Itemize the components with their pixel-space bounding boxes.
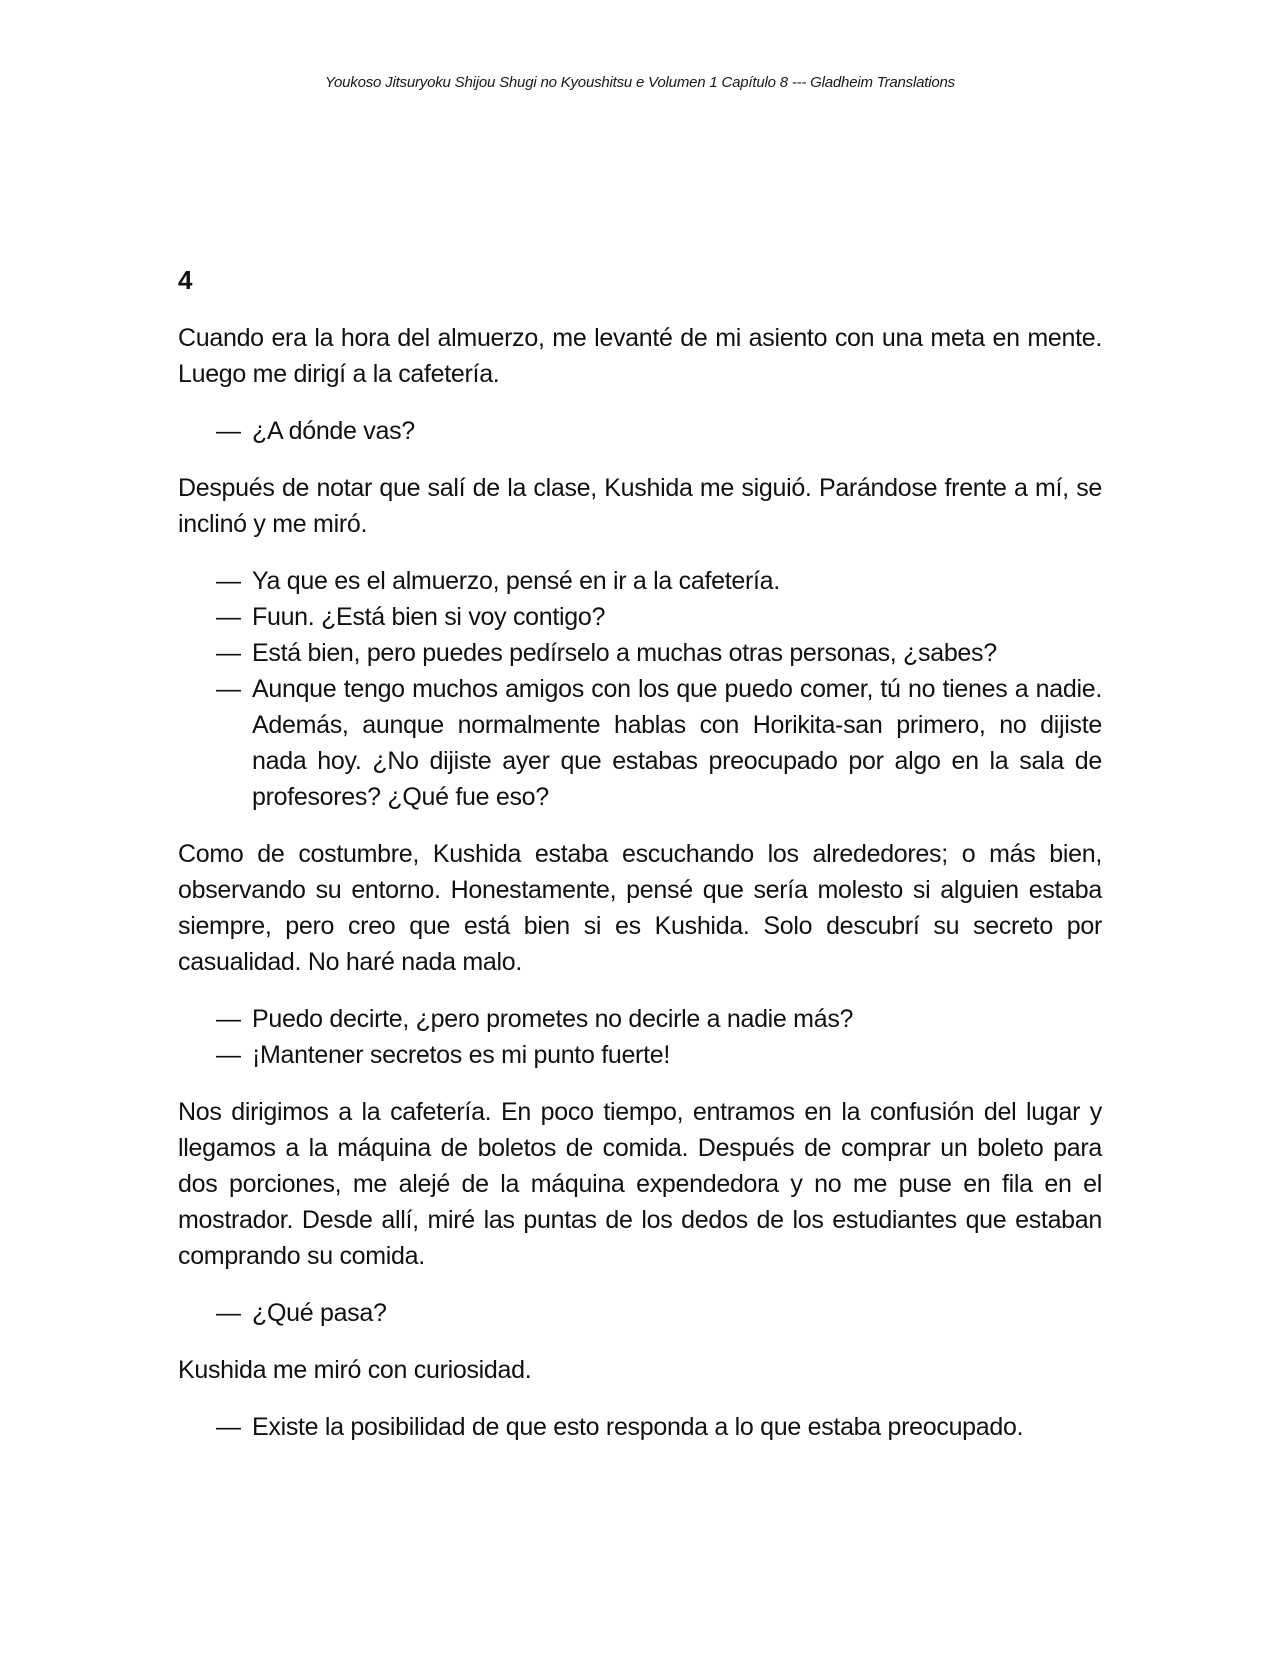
dialogue-text: Fuun. ¿Está bien si voy contigo? — [252, 603, 606, 631]
dialogue-text: Aunque tengo muchos amigos con los que puedo comer, tú no tienes a nadie. Además, aunque normalmente hablas con Horikita-san primero, no dijiste nada hoy. ¿No dijiste ayer que estabas preocupado por algo en la sala de profesores? ¿Qué fue eso? — [252, 675, 1102, 811]
paragraph: Cuando era la hora del almuerzo, me levanté de mi asiento con una meta en mente. Luego me dirigí a la cafetería. — [178, 324, 1102, 388]
em-dash: — — [216, 1413, 241, 1441]
em-dash: — — [216, 1041, 241, 1069]
dialogue-line — [178, 1295, 1102, 1331]
dialogue-text: Está bien, pero puedes pedírselo a muchas otras personas, ¿sabes? — [252, 639, 997, 667]
em-dash: — — [216, 603, 241, 631]
dialogue-text: Existe la posibilidad de que esto responda a lo que estaba preocupado. — [252, 1413, 1024, 1441]
em-dash: — — [216, 639, 241, 667]
dialogue-line — [178, 1409, 1102, 1445]
page-body — [178, 262, 1102, 1466]
em-dash: — — [216, 417, 241, 445]
section-number: 4 — [178, 265, 193, 295]
dialogue-text: ¿A dónde vas? — [252, 417, 415, 445]
dialogue-line — [178, 671, 1102, 815]
running-header: Youkoso Jitsuryoku Shijou Shugi no Kyoushitsu e Volumen 1 Capítulo 8 --- Gladheim Translations — [325, 74, 955, 91]
dialogue-text: ¿Qué pasa? — [252, 1299, 387, 1327]
dialogue-line — [178, 563, 1102, 599]
dialogue-text: ¡Mantener secretos es mi punto fuerte! — [252, 1041, 670, 1069]
dialogue-text: Ya que es el almuerzo, pensé en ir a la cafetería. — [252, 567, 780, 595]
dialogue-block — [178, 1295, 1102, 1331]
dialogue-block — [178, 563, 1102, 815]
dialogue-line — [178, 599, 1102, 635]
dialogue-line — [178, 413, 1102, 449]
em-dash: — — [216, 1005, 241, 1033]
paragraph: Después de notar que salí de la clase, Kushida me siguió. Parándose frente a mí, se inclinó y me miró. — [178, 474, 1102, 538]
dialogue-line — [178, 1001, 1102, 1037]
dialogue-block — [178, 1409, 1102, 1445]
em-dash: — — [216, 675, 241, 703]
paragraph: Kushida me miró con curiosidad. — [178, 1356, 532, 1384]
dialogue-block — [178, 1001, 1102, 1073]
dialogue-block — [178, 413, 1102, 449]
paragraph: Nos dirigimos a la cafetería. En poco tiempo, entramos en la confusión del lugar y llegamos a la máquina de boletos de comida. Después de comprar un boleto para dos porciones, me alejé de la máquina expendedora y no me puse en fila en el mostrador. Desde allí, miré las puntas de los dedos de los estudiantes que estaban comprando su comida. — [178, 1098, 1102, 1270]
em-dash: — — [216, 567, 241, 595]
em-dash: — — [216, 1299, 241, 1327]
paragraph: Como de costumbre, Kushida estaba escuchando los alrededores; o más bien, observando su entorno. Honestamente, pensé que sería molesto si alguien estaba siempre, pero creo que está bien si es Kushida. Solo descubrí su secreto por casualidad. No haré nada malo. — [178, 840, 1102, 976]
dialogue-line — [178, 1037, 1102, 1073]
dialogue-line — [178, 635, 1102, 671]
dialogue-text: Puedo decirte, ¿pero prometes no decirle a nadie más? — [252, 1005, 854, 1033]
